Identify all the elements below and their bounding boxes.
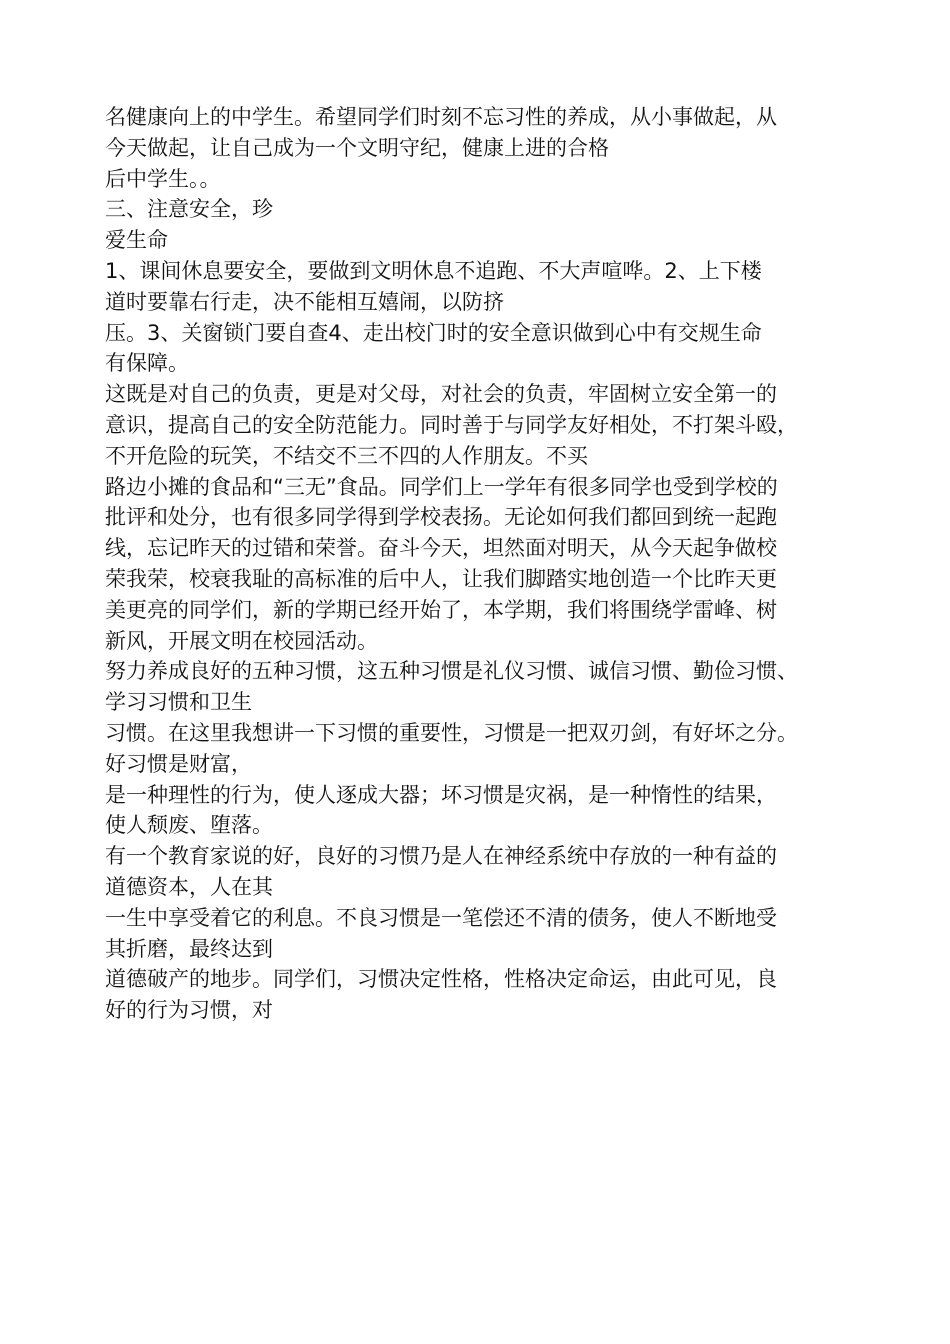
text-line-24: 使人颓废、堕落。 <box>105 813 273 838</box>
text-line-1: 名健康向上的中学生。希望同学们时刻不忘习性的养成，从小事做起，从 <box>105 105 777 129</box>
text-line-30: 好的行为习惯，对 <box>105 998 273 1023</box>
text-line-25: 有一个教育家说的好，良好的习惯乃是人在神经系统中存放的一种有益的 <box>105 844 777 869</box>
text-line-15: 线，忘记昨天的过错和荣誉。奋斗今天，坦然面对明天，从今天起争做校 <box>105 536 777 561</box>
text-line-6: 1、课间休息要安全，要做到文明休息不追跑、不大声喧哗。2、上下楼 <box>105 258 762 283</box>
text-line-21: 习惯。在这里我想讲一下习惯的重要性，习惯是一把双刃剑，有好坏之分。 <box>105 720 798 745</box>
text-line-13: 路边小摊的食品和“三无”食品。同学们上一学年有很多同学也受到学校的 <box>105 474 778 499</box>
text-line-18: 新风，开展文明在校园活动。 <box>105 628 378 653</box>
text-line-8: 压。3、关窗锁门要自查4、走出校门时的安全意识做到心中有交规生命 <box>105 320 762 345</box>
text-line-27: 一生中享受着它的利息。不良习惯是一笔偿还不清的债务，使人不断地受 <box>105 905 777 930</box>
text-line-17: 美更亮的同学们，新的学期已经开始了，本学期，我们将围绕学雷峰、树 <box>105 597 777 622</box>
text-line-12: 不开危险的玩笑，不结交不三不四的人作朋友。不买 <box>105 443 588 468</box>
text-line-2: 今天做起，让自己成为一个文明守纪，健康上进的合格 <box>105 135 609 160</box>
body-text <box>105 102 895 1026</box>
text-line-10: 这既是对自己的负责，更是对父母，对社会的负责，牢固树立安全第一的 <box>105 382 777 407</box>
text-line-7: 道时要靠右行走，决不能相互嬉闹，以防挤 <box>105 289 504 314</box>
text-line-20: 学习习惯和卫生 <box>105 690 252 715</box>
text-line-9: 有保障。 <box>105 351 189 376</box>
section-heading-line-1: 三、注意安全，珍 <box>105 197 273 222</box>
text-line-26: 道德资本，人在其 <box>105 874 273 899</box>
text-line-22: 好习惯是财富， <box>105 751 252 776</box>
section-heading-line-2: 爱生命 <box>105 228 168 253</box>
text-line-14: 批评和处分，也有很多同学得到学校表扬。无论如何我们都回到统一起跑 <box>105 505 777 530</box>
text-line-11: 意识，提高自己的安全防范能力。同时善于与同学友好相处，不打架斗殴， <box>105 412 798 437</box>
text-line-29: 道德破产的地步。同学们，习惯决定性格，性格决定命运，由此可见，良 <box>105 967 777 992</box>
text-line-23: 是一种理性的行为，使人逐成大器；坏习惯是灾祸，是一种惰性的结果， <box>105 782 777 807</box>
text-line-3: 后中学生。。 <box>105 166 221 191</box>
text-line-16: 荣我荣，校衰我耻的高标准的后中人，让我们脚踏实地创造一个比昨天更 <box>105 566 777 591</box>
text-line-19: 努力养成良好的五种习惯，这五种习惯是礼仪习惯、诚信习惯、勤俭习惯、 <box>105 659 798 684</box>
text-line-28: 其折磨，最终达到 <box>105 936 273 961</box>
